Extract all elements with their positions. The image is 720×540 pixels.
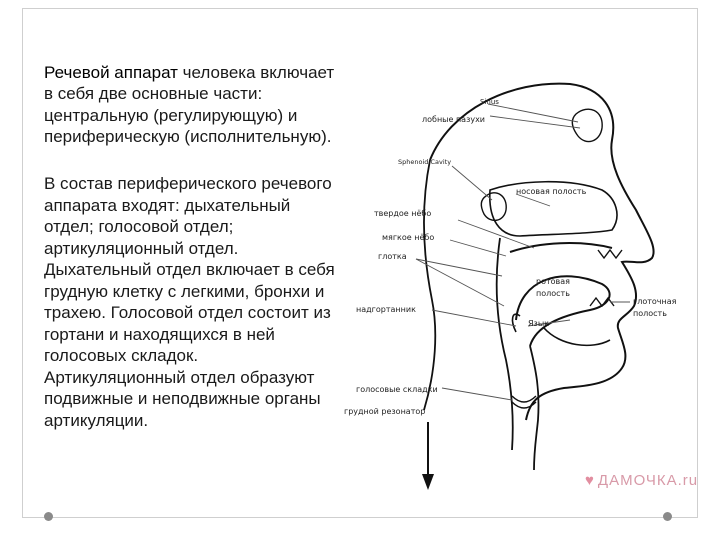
tongue-shape (516, 276, 610, 346)
label-pharyngeal-cavity-line2: полость (633, 309, 667, 318)
label-chest-resonator: грудной резонатор (344, 407, 426, 416)
label-tongue: Язык (528, 319, 549, 328)
chest-resonator-arrow-head (422, 474, 434, 490)
neck-back-outline (424, 160, 435, 410)
frame-left-border (22, 8, 23, 518)
label-hard-palate: твердое нёбо (374, 209, 432, 218)
pointer-sphenoid (452, 166, 492, 200)
label-pointer-lines (416, 104, 630, 400)
label-sphenoid-cavity: Sphenoid Cavity (398, 158, 452, 166)
paragraph-1-rest: человека включает в себя две основные части: центральную (регулирующую) и периферическую (исполнительную). (44, 62, 335, 146)
label-sinus: Sinus (480, 98, 499, 106)
upper-teeth (598, 250, 622, 258)
label-oral-cavity-line2: полость (536, 289, 570, 298)
pointer-sinus (488, 104, 578, 122)
label-pharyngeal-cavity-line1: глоточная (633, 297, 677, 306)
heart-icon: ♥ (585, 472, 595, 489)
pharynx-front-wall (530, 346, 539, 470)
body-text (44, 40, 344, 457)
jaw-line (544, 328, 610, 345)
watermark (585, 472, 698, 489)
pointer-frontal-sinuses (490, 116, 580, 128)
label-epiglottis: надгортанник (356, 305, 416, 314)
label-pharynx: глотка (378, 252, 407, 261)
corner-dot-right (663, 512, 672, 521)
frontal-sinus-shape (572, 109, 602, 141)
frame-right-border (697, 8, 698, 518)
paragraph-1-lead: Речевой аппарат (44, 62, 178, 82)
label-oral-cavity-line1: ротовая (536, 277, 570, 286)
frame-top-border (22, 8, 698, 9)
label-vocal-folds: голосовые складки (356, 385, 438, 394)
corner-dot-left (44, 512, 53, 521)
label-soft-palate: мягкое нёбо (382, 233, 435, 242)
watermark-text: ДАМОЧКА.ru (597, 472, 699, 489)
paragraph-1 (44, 62, 344, 148)
speech-apparatus-diagram (340, 70, 690, 500)
pointer-epiglottis (432, 310, 516, 326)
paragraph-2: В состав периферического речевого аппарата входят: дыхательный отдел; голосовой отдел; артикуляционный отдел. Дыхательный отдел включает в себя грудную клетку с легкими, бронхи и трахею. Голосовой отдел состоит из гортани и находящихся в ней голосовых складок. Артикуляционный отдел образуют подвижные и неподвижные органы артикуляции. (44, 174, 335, 430)
pharynx-wall (497, 238, 513, 450)
pointer-vocal-folds (442, 388, 512, 400)
label-frontal-sinuses: лобные пазухи (422, 115, 486, 124)
pointer-pharynx (416, 259, 502, 276)
frame-bottom-border (22, 517, 698, 518)
label-nasal-cavity: носовая полость (516, 187, 587, 196)
pointer-soft-palate (450, 240, 506, 256)
sphenoid-sinus-shape (481, 193, 506, 221)
